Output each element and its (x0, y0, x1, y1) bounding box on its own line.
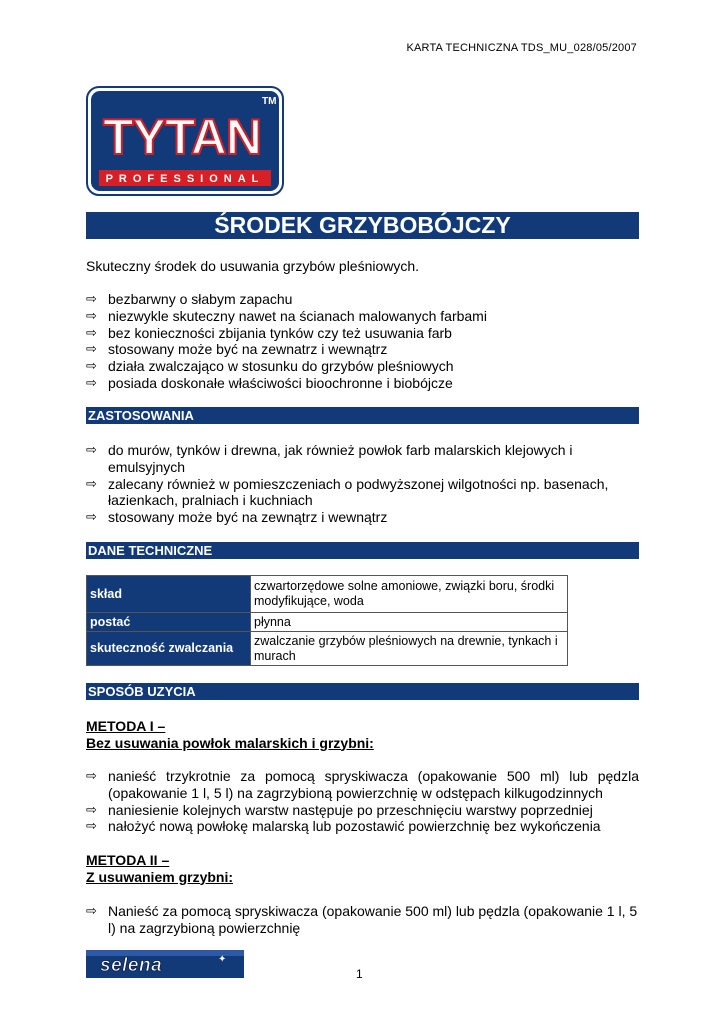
svg-text:TM: TM (262, 96, 277, 107)
arrow-icon: ⇨ (86, 291, 97, 306)
document-code: KARTA TECHNICZNA TDS_MU_028/05/2007 (406, 42, 637, 54)
list-item: ⇨ nanieść trzykrotnie za pomocą spryskiwacza (opakowanie 500 ml) lub pędzla (opakowanie 1 l, 5 l) na zagrzybioną powierzchnię w odstępach kilkugodzinnych (86, 768, 639, 801)
arrow-icon: ⇨ (86, 509, 97, 525)
svg-text:✦: ✦ (218, 954, 227, 965)
arrow-icon: ⇨ (86, 307, 97, 323)
arrow-icon: ⇨ (86, 903, 97, 918)
list-item: ⇨ bezbarwny o słabym zapachu (86, 291, 293, 307)
tytan-logo (86, 86, 284, 196)
arrow-icon: ⇨ (86, 324, 97, 340)
selena-logo (86, 950, 244, 978)
method-2-steps (86, 903, 639, 937)
arrow-icon: ⇨ (86, 818, 97, 834)
table-key: postać (87, 613, 251, 632)
svg-text:PROFESSIONAL: PROFESSIONAL (105, 173, 265, 185)
list-item: ⇨ zalecany również w pomieszczeniach o podwyższonej wilgotności np. basenach, łazienkach, pralniach i kuchniach (86, 475, 609, 509)
section-header-sposob-uzycia: SPOSÓB UZYCIA (86, 683, 639, 700)
list-item: ⇨ posiada doskonałe właściwości bioochronne i biobójcze (86, 374, 453, 391)
svg-text:TYTAN: TYTAN (103, 109, 261, 165)
list-item: ⇨ bez konieczności zbijania tynków czy też usuwania farb (86, 324, 452, 341)
arrow-icon: ⇨ (86, 768, 97, 783)
method-1-steps (86, 768, 639, 835)
list-item: ⇨ Nanieść za pomocą spryskiwacza (opakowanie 500 ml) lub pędzla (opakowanie 1 l, 5 l) na zagrzybioną powierzchnię (86, 903, 638, 936)
table-value: czwartorzędowe solne amoniowe, związki boru, środki modyfikujące, woda (251, 576, 568, 613)
applications-list (86, 442, 639, 526)
table-row (87, 632, 568, 666)
list-item: ⇨ działa zwalczająco w stosunku do grzybów pleśniowych (86, 358, 454, 375)
arrow-icon: ⇨ (86, 801, 97, 817)
section-header-zastosowania: ZASTOSOWANIA (86, 407, 639, 424)
arrow-icon: ⇨ (86, 358, 97, 374)
table-value: zwalczanie grzybów pleśniowych na drewnie, tynkach i murach (251, 632, 568, 666)
arrow-icon: ⇨ (86, 475, 97, 491)
svg-text:selena: selena (100, 955, 163, 976)
method-1-title: METODA I – Bez usuwania powłok malarskich i grzybni: (86, 718, 374, 751)
table-row (87, 613, 568, 632)
section-header-dane-techniczne: DANE TECHNICZNE (86, 542, 639, 559)
arrow-icon: ⇨ (86, 374, 97, 390)
page-title: ŚRODEK GRZYBOBÓJCZY (86, 212, 639, 239)
feature-list (86, 291, 487, 392)
list-item: ⇨ do murów, tynków i drewna, jak również powłok farb malarskich klejowych i emulsyjnych (86, 442, 573, 475)
table-value: płynna (251, 613, 568, 632)
list-item: ⇨ stosowany może być na zewnątrz i wewnątrz (86, 509, 388, 526)
page-number: 1 (356, 967, 363, 981)
list-item: ⇨ nałożyć nową powłokę malarską lub pozostawić powierzchnię bez wykończenia (86, 818, 601, 835)
table-key: skuteczność zwalczania (87, 632, 251, 666)
technical-data-table (86, 575, 568, 666)
table-key: skład (87, 576, 251, 613)
arrow-icon: ⇨ (86, 442, 97, 457)
list-item: ⇨ niezwykle skuteczny nawet na ścianach malowanych farbami (86, 307, 487, 324)
intro-text: Skuteczny środek do usuwania grzybów pleśniowych. (86, 258, 420, 274)
arrow-icon: ⇨ (86, 341, 97, 357)
method-2-title: METODA II – Z usuwaniem grzybni: (86, 852, 234, 885)
list-item: ⇨ naniesienie kolejnych warstw następuje po przeschnięciu warstwy poprzedniej (86, 801, 593, 818)
list-item: ⇨ stosowany może być na zewnatrz i wewnątrz (86, 341, 388, 358)
table-row (87, 576, 568, 613)
